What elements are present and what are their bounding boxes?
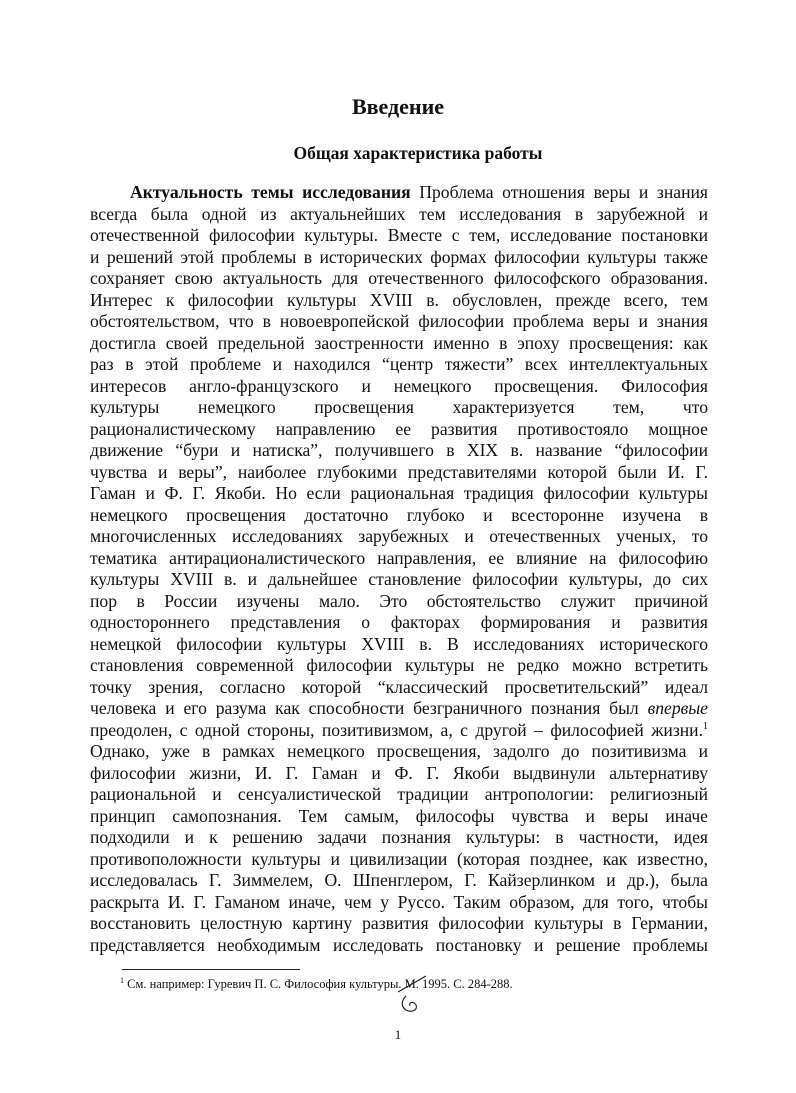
paragraph-line: пор в России изучены мало. Это обстоятельство служит причиной (90, 590, 708, 611)
paragraph-line: человека и его разума как способности безграничного познания был впервые (90, 698, 708, 718)
main-paragraph (90, 182, 708, 956)
paragraph-line: чувства и веры”, наиболее глубокими представителями которой были И. Г. (90, 461, 708, 482)
paragraph-line: интересов англо-французского и немецкого просвещения. Философия (90, 375, 708, 396)
paragraph-line: философии жизни, И. Г. Гаман и Ф. Г. Якоби выдвинули альтернативу (90, 762, 708, 783)
paragraph-line: восстановить целостную картину развития философии культуры в Германии, (90, 913, 708, 933)
paragraph-line: одностороннего представления о факторах формирования и развития (90, 612, 708, 632)
paragraph-lead: Актуальность темы исследования (130, 182, 411, 202)
paragraph-line: достигла своей предельной заостренности именно в эпоху просвещения: как (90, 332, 708, 353)
paragraph-line: отечественной философии культуры. Вместе с тем, исследование постановки (90, 225, 708, 245)
paragraph-line: противоположности культуры и цивилизации (которая позднее, как известно, (90, 848, 708, 869)
handwritten-mark-icon (392, 970, 438, 1018)
paragraph-line: обстоятельством, что в новоевропейской философии проблема веры и знания (90, 311, 708, 331)
paragraph-line: точку зрения, согласно которой “классический просветительский” идеал (90, 676, 708, 697)
paragraph-line: немецкого просвещения достаточно глубоко и всесторонне изучена в (90, 504, 708, 525)
paragraph-line: преодолен, с одной стороны, позитивизмом, а, с другой – философией жизни.$^1$ (90, 719, 708, 740)
footnote (120, 977, 513, 992)
paragraph-line: исследовалась Г. Зиммелем, О. Шпенглером, Г. Кайзерлинком и др.), была (90, 870, 708, 890)
paragraph-line: движение “бури и натиска”, получившего в XIX в. название “философии (90, 440, 708, 460)
paragraph-line: культуры немецкого просвещения характеризуется тем, что (90, 397, 708, 417)
paragraph-line: рационалистическому направлению ее развития противостояло мощное (90, 418, 708, 439)
section-subtitle: Общая характеристика работы (293, 143, 543, 163)
paragraph-line: принцип самопознания. Тем самым, философы чувства и веры иначе (90, 805, 708, 826)
paragraph-line: сохраняет свою актуальность для отечественного философского образования. (90, 268, 708, 288)
paragraph-line: представляется необходимым исследовать постановку и решение проблемы (90, 934, 708, 955)
paragraph-line: многочисленных исследованиях зарубежных и отечественных ученых, то (90, 526, 708, 546)
paragraph-line: тематика антирационалистического направления, ее влияние на философию (90, 547, 708, 568)
paragraph-line: Интерес к философии культуры XVIII в. обусловлен, прежде всего, тем (90, 289, 708, 310)
paragraph-line: культуры XVIII в. и дальнейшее становление философии культуры, до сих (90, 569, 708, 589)
emphasis-word: впервые (647, 698, 708, 718)
paragraph-line: становления современной философии культуры не редко можно встретить (90, 655, 708, 675)
paragraph-line: всегда была одной из актуальнейших тем исследования в зарубежной и (90, 203, 708, 224)
paragraph-line: Гаман и Ф. Г. Якоби. Но если рациональная традиция философии культуры (90, 483, 708, 503)
page-title: Введение (351, 94, 445, 119)
paragraph-line: рациональной и сенсуалистической традиции антропологии: религиозный (90, 784, 708, 804)
page-number: 1 (394, 1027, 402, 1042)
paragraph-line: раскрыта И. Г. Гаманом иначе, чем у Руссо. Таким образом, для того, чтобы (90, 891, 708, 912)
paragraph-line: немецкой философии культуры XVIII в. В исследованиях исторического (90, 633, 708, 654)
paragraph-line: Актуальность темы исследования Проблема отношения веры и знания (130, 182, 708, 202)
paragraph-line: Однако, уже в рамках немецкого просвещения, задолго до позитивизма и (90, 741, 708, 761)
paragraph-line: и решений этой проблемы в исторических формах философии культуры также (90, 246, 708, 267)
footnote-divider (122, 969, 300, 970)
footnote-reference[interactable]: 1 (703, 720, 708, 732)
paragraph-line: раз в этой проблеме и находился “центр тяжести” всех интеллектуальных (90, 354, 708, 374)
footnote-marker: 1 (120, 976, 124, 985)
footnote-text: См. например: Гуревич П. С. Философия культуры. М. 1995. С. 284-288. (124, 977, 513, 991)
paragraph-line: подходили и к решению задачи познания культуры: в частности, идея (90, 827, 708, 847)
